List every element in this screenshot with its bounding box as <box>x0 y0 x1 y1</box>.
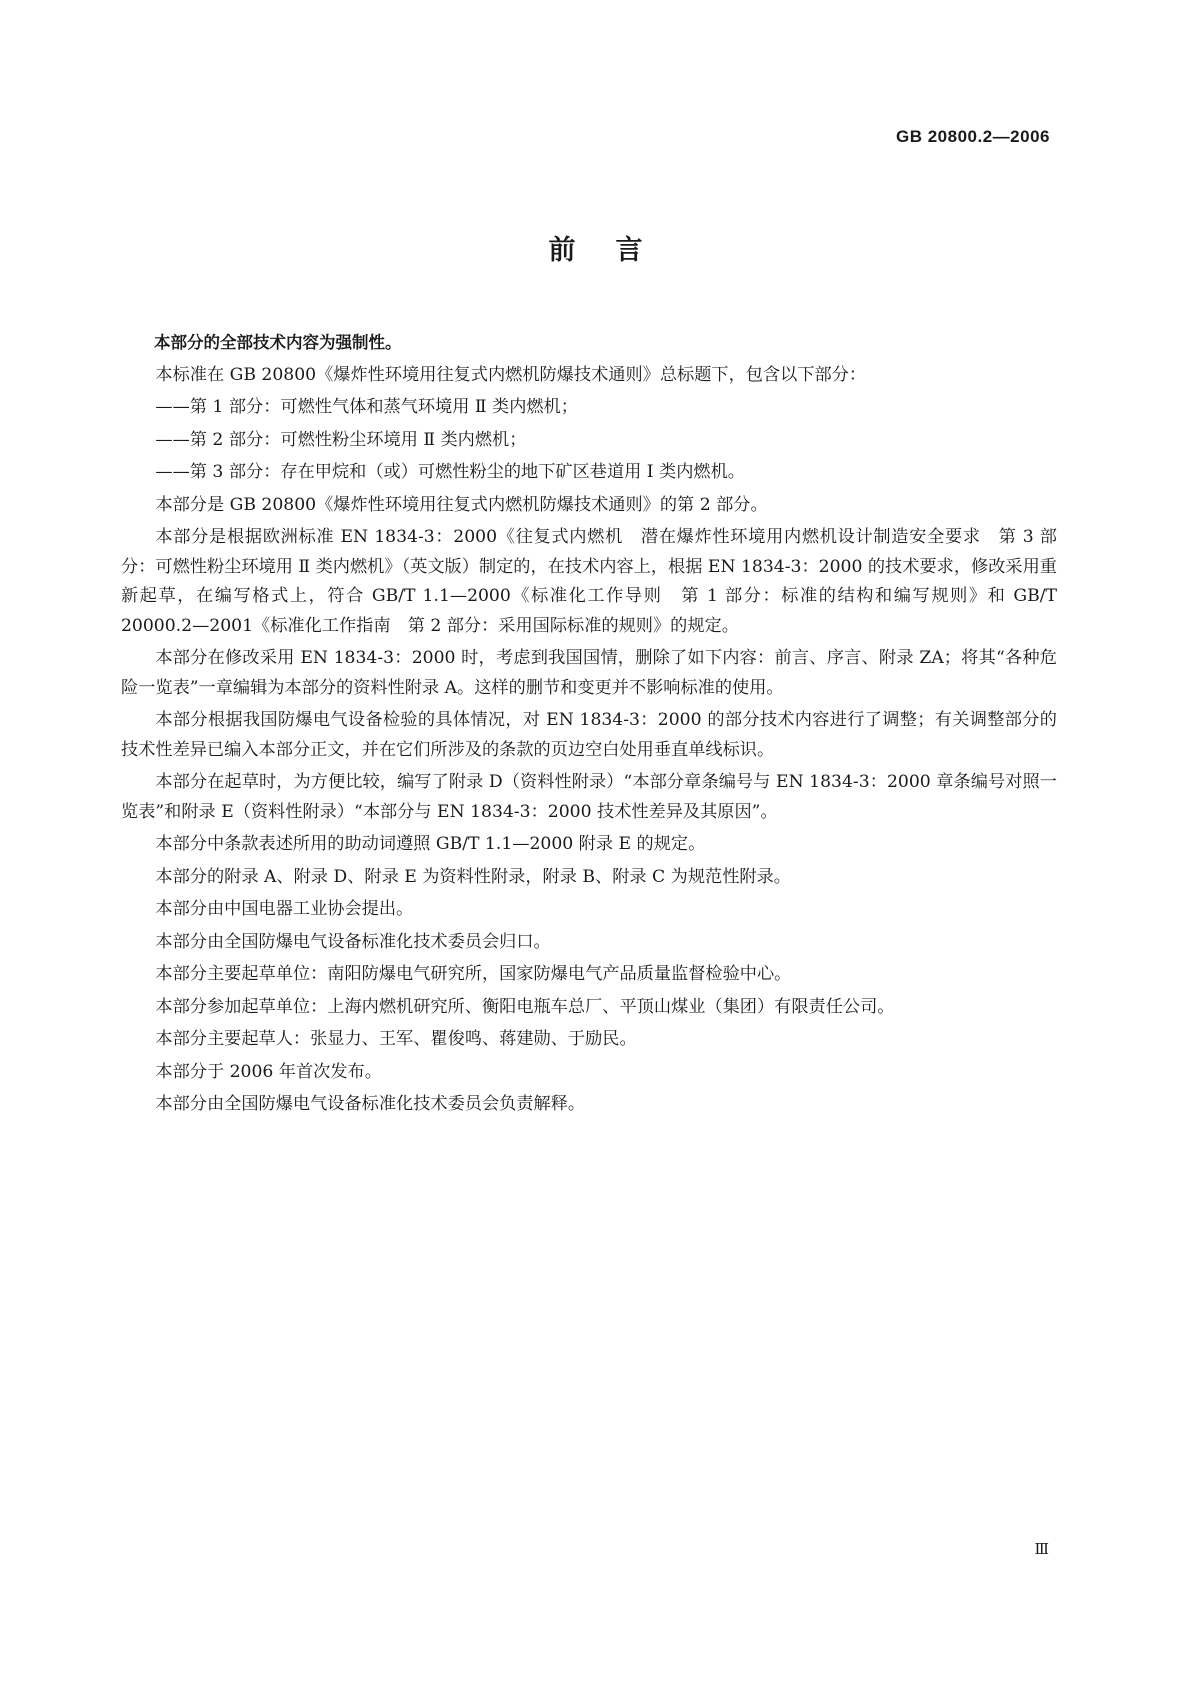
list-item: ——第 2 部分：可燃性粉尘环境用 Ⅱ 类内燃机； <box>155 429 527 450</box>
paragraph: 本部分在修改采用 EN 1834-3：2000 时，考虑到我国国情，删除了如下内容：前言、序言、附录 ZA；将其“各种危险一览表”一章编辑为本部分的资料性附录 A。这样的删节和变更并不影响标准的使用。 <box>121 648 1057 698</box>
page-number: Ⅲ <box>1034 1540 1049 1558</box>
paragraph: 本部分于 2006 年首次发布。 <box>155 1061 382 1082</box>
paragraph: 本部分主要起草人：张显力、王军、瞿俊鸣、蒋建勋、于励民。 <box>155 1029 637 1049</box>
mandatory-statement: 本部分的全部技术内容为强制性。 <box>154 333 402 352</box>
paragraph: 本部分参加起草单位：上海内燃机研究所、衡阳电瓶车总厂、平顶山煤业（集团）有限责任公司。 <box>155 996 895 1017</box>
standard-code: GB 20800.2—2006 <box>896 127 1050 146</box>
paragraph: 本部分的附录 A、附录 D、附录 E 为资料性附录，附录 B、附录 C 为规范性附录。 <box>155 866 791 887</box>
paragraph: 本部分中条款表述所用的助动词遵照 GB/T 1.1—2000 附录 E 的规定。 <box>155 834 706 854</box>
page-title: 前言 <box>548 235 683 266</box>
paragraph: 本部分在起草时，为方便比较，编写了附录 D（资料性附录）“本部分章条编号与 EN 1834-3：2000 章条编号对照一览表”和附录 E（资料性附录）“本部分与 EN 1834-3：2000 技术性差异及其原因”。 <box>121 772 1057 822</box>
list-item: ——第 3 部分：存在甲烷和（或）可燃性粉尘的地下矿区巷道用 Ⅰ 类内燃机。 <box>155 462 745 482</box>
paragraph: 本部分是根据欧洲标准 EN 1834-3：2000《往复式内燃机 潜在爆炸性环境用内燃机设计制造安全要求 第 3 部分：可燃性粉尘环境用 Ⅱ 类内燃机》（英文版）制定的，在技术内容上，根据 EN 1834-3：2000 的技术要求，修改采用重新起草，在编写格式上，符合 GB/T 1.1—2000《标准化工作导则 第 1 部分：标准的结构和编写规则》和 GB/T 20000.2—2001《标准化工作指南 第 2 部分：采用国际标准的规则》的规定。 <box>121 527 1057 636</box>
paragraph: 本部分由全国防爆电气设备标准化技术委员会负责解释。 <box>155 1094 586 1114</box>
paragraph: 本部分是 GB 20800《爆炸性环境用往复式内燃机防爆技术通则》的第 2 部分。 <box>155 494 768 515</box>
paragraph: 本部分由全国防爆电气设备标准化技术委员会归口。 <box>155 931 551 952</box>
document-body <box>121 328 1057 1120</box>
paragraph: 本部分主要起草单位：南阳防爆电气研究所，国家防爆电气产品质量监督检验中心。 <box>155 964 792 984</box>
paragraph: 本部分由中国电器工业协会提出。 <box>155 899 414 919</box>
list-item: ——第 1 部分：可燃性气体和蒸气环境用 Ⅱ 类内燃机； <box>155 397 578 417</box>
paragraph: 本标准在 GB 20800《爆炸性环境用往复式内燃机防爆技术通则》总标题下，包含以下部分： <box>155 364 867 385</box>
paragraph: 本部分根据我国防爆电气设备检验的具体情况，对 EN 1834-3：2000 的部分技术内容进行了调整；有关调整部分的技术性差异已编入本部分正文，并在它们所涉及的条款的页边空白处用垂直单线标识。 <box>121 710 1057 760</box>
